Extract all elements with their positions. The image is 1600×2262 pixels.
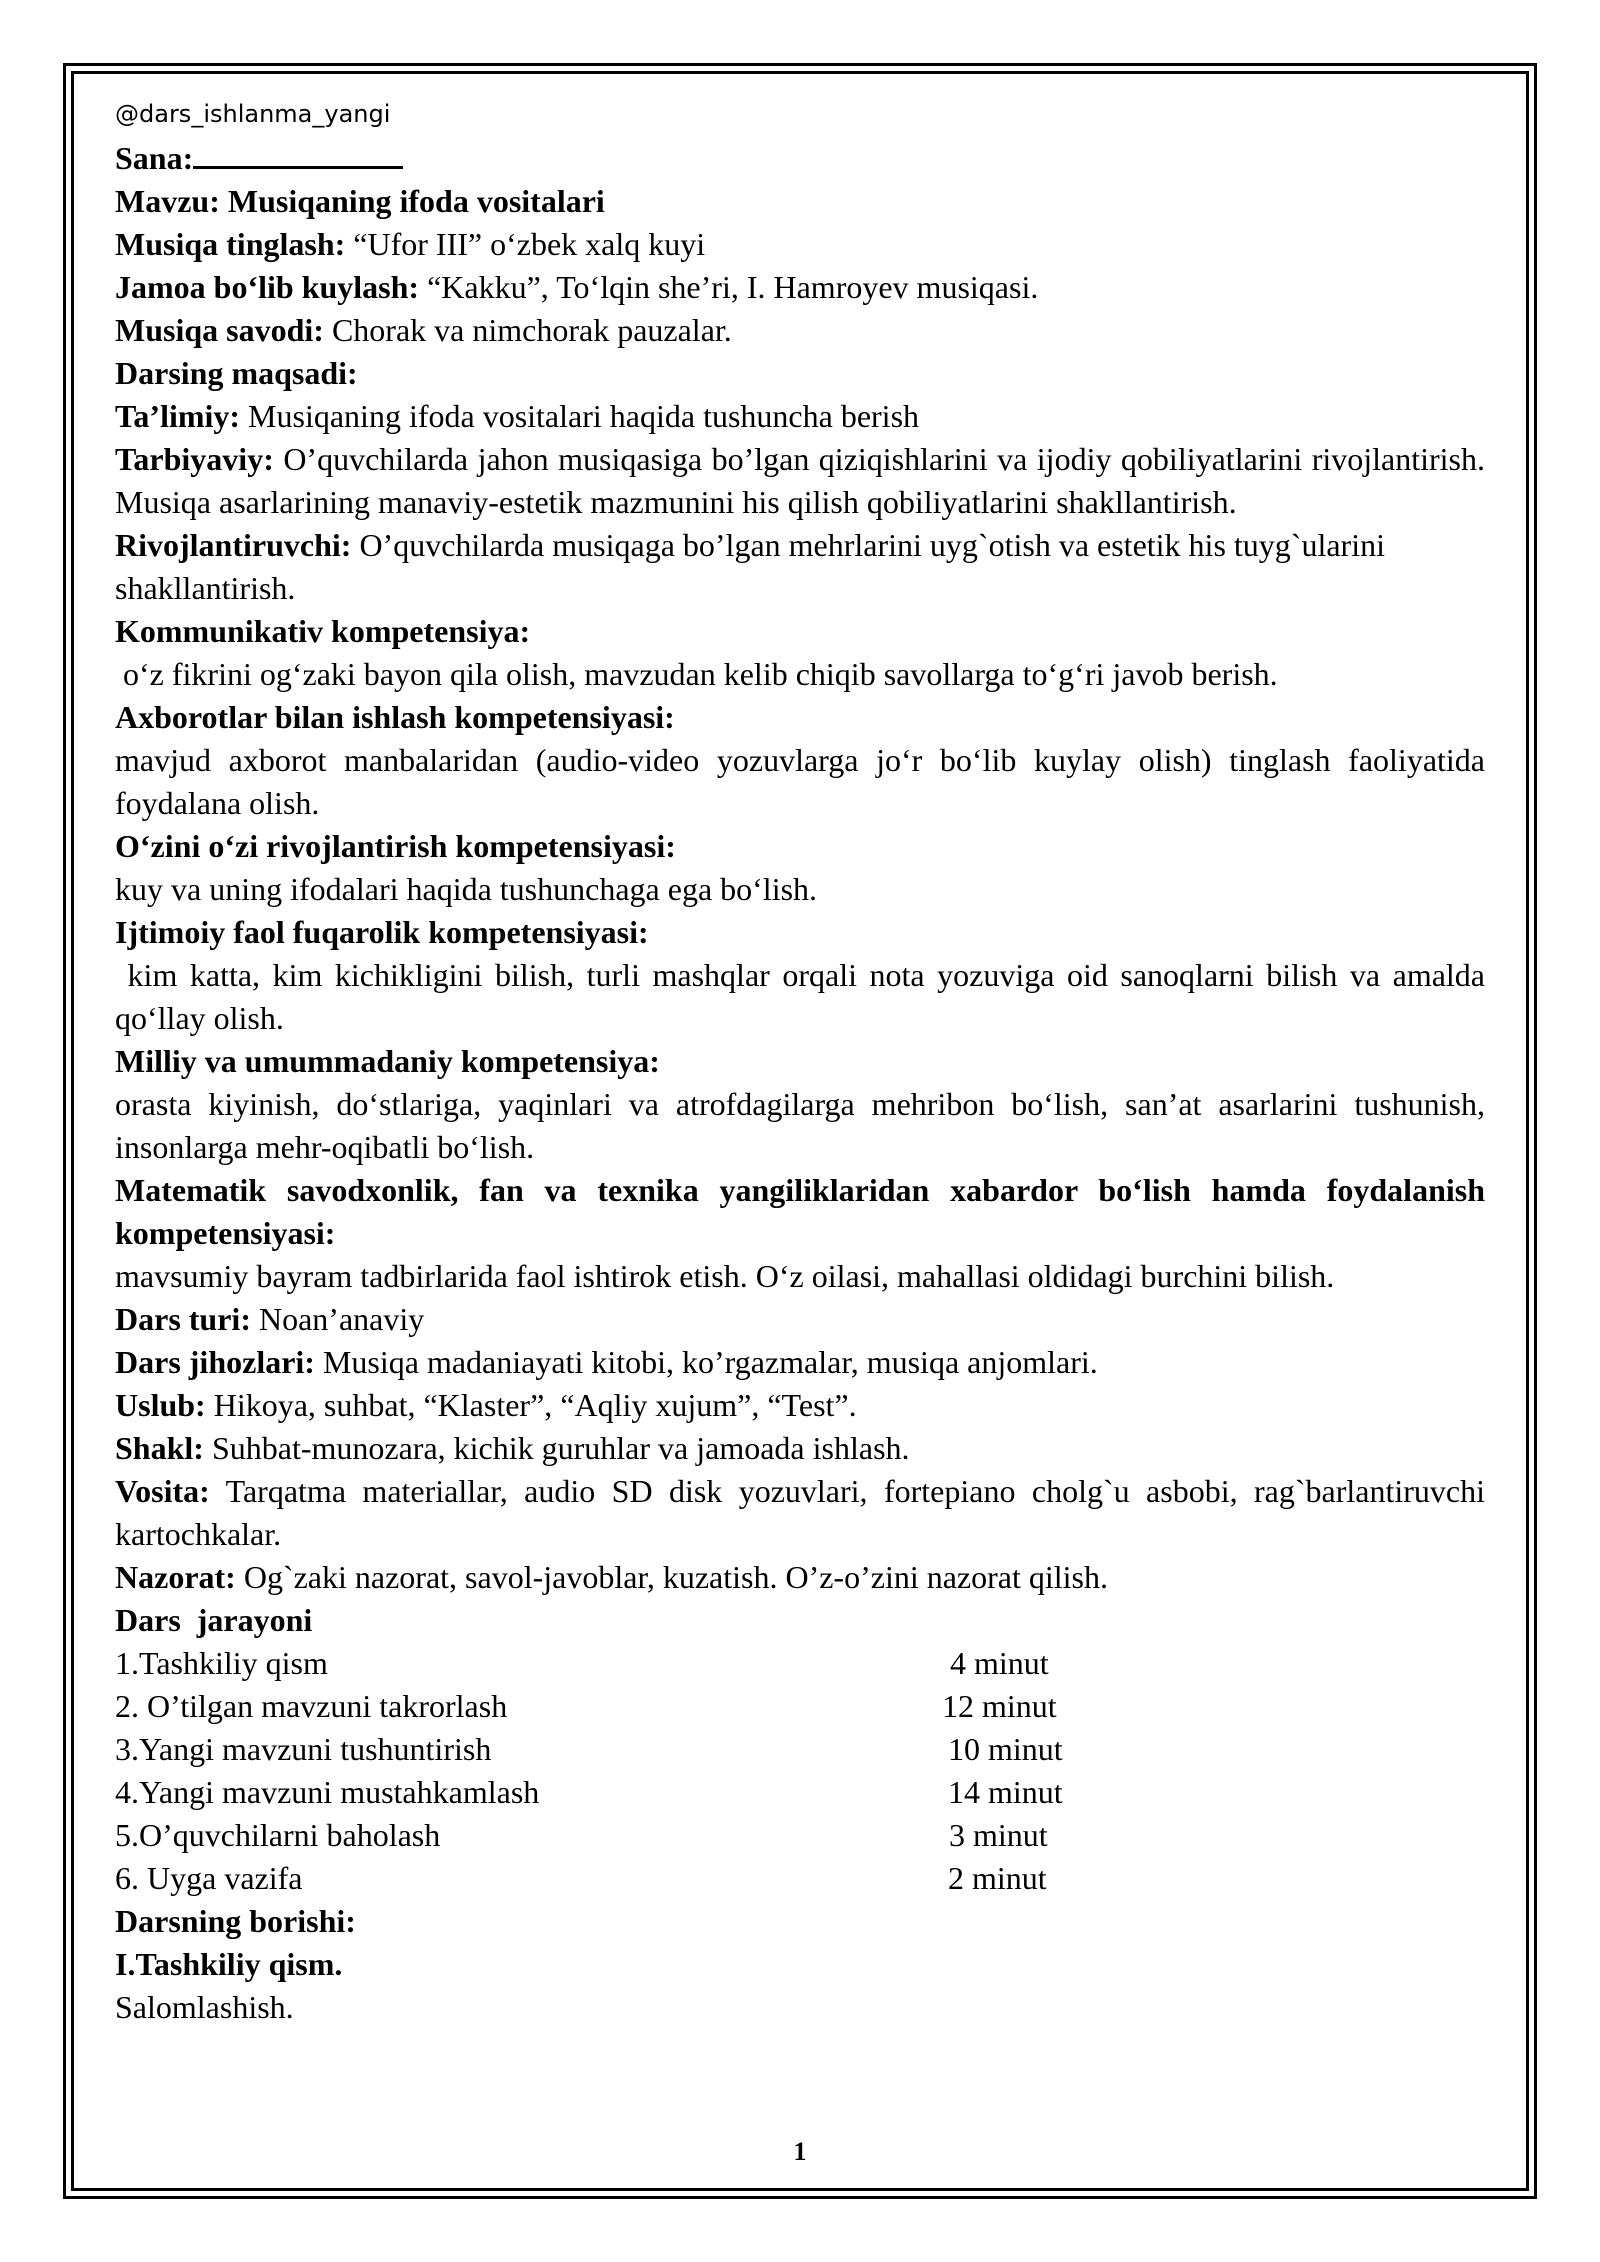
- competency-heading: Matematik savodxonlik, fan va texnika yangiliklaridan xabardor bo‘lish hamda foydalanish kompetensiyasi:: [115, 1172, 1485, 1251]
- topic-line: [115, 180, 1485, 223]
- detail-label: Shakl:: [115, 1430, 204, 1466]
- competency-heading: Ijtimoiy faol fuqarolik kompetensiyasi:: [115, 914, 649, 950]
- competency-text: kim katta, kim kichikligini bilish, turli mashqlar orqali nota yozuviga oid sanoqlarni bilish va amalda qo‘llay olish.: [115, 957, 1494, 1036]
- plan-time: 2 minut: [948, 1860, 1047, 1896]
- choir-line: [115, 266, 1485, 309]
- detail-value: Suhbat-munozara, kichik guruhlar va jamoada ishlash.: [203, 1430, 910, 1466]
- detail-line: [115, 1427, 1485, 1470]
- plan-step: 1.Tashkiliy qism: [115, 1645, 328, 1681]
- plan-step: 6. Uyga vazifa: [115, 1860, 303, 1896]
- channel-handle: @dars_ishlanma_yangi: [115, 100, 391, 128]
- detail-label: Vosita:: [115, 1473, 210, 1509]
- listening-line: [115, 223, 1485, 266]
- plan-step: 5.O’quvchilarni baholash: [115, 1817, 441, 1853]
- topic-label: Mavzu:: [115, 183, 220, 219]
- detail-value: Og`zaki nazorat, savol-javoblar, kuzatish. O’z-o’zini nazorat qilish.: [235, 1559, 1108, 1595]
- competency-heading: Milliy va umummadaniy kompetensiya:: [115, 1043, 660, 1079]
- detail-value: Musiqa madaniayati kitobi, ko’rgazmalar, musiqa anjomlari.: [314, 1344, 1098, 1380]
- plan-step: 2. O’tilgan mavzuni takrorlash: [115, 1688, 508, 1724]
- lesson-plan-body: [115, 93, 1494, 2029]
- progress-text: Salomlashish.: [115, 1989, 294, 2025]
- literacy-label: Musiqa savodi:: [115, 312, 324, 348]
- plan-row: [115, 1814, 1485, 1857]
- detail-label: Uslub:: [115, 1387, 206, 1423]
- goal-educational: [115, 395, 1485, 438]
- progress-heading: Darsning borishi:: [115, 1903, 356, 1939]
- plan-time: 4 minut: [950, 1645, 1049, 1681]
- choir-label: Jamoa bo‘lib kuylash:: [115, 269, 420, 305]
- detail-label: Nazorat:: [115, 1559, 236, 1595]
- goal-developing-value: O’quvchilarda musiqaga bo’lgan mehrlarini uyg`otish va estetik his tuyg`ularini shakllantirish.: [115, 527, 1385, 606]
- plan-step: 4.Yangi mavzuni mustahkamlash: [115, 1774, 540, 1810]
- plan-time: 3 minut: [949, 1817, 1048, 1853]
- listening-label: Musiqa tinglash:: [115, 226, 346, 262]
- competency-text: kuy va uning ifodalari haqida tushunchaga ega bo‘lish.: [115, 871, 818, 907]
- detail-line: [115, 1298, 1485, 1341]
- plan-row: [115, 1771, 1485, 1814]
- progress-section: I.Tashkiliy qism.: [115, 1946, 343, 1982]
- detail-value: Hikoya, suhbat, “Klaster”, “Aqliy xujum”, “Test”.: [205, 1387, 857, 1423]
- goals-heading: Darsing maqsadi:: [115, 355, 358, 391]
- plan-row: [115, 1642, 1485, 1685]
- detail-label: Dars turi:: [115, 1301, 251, 1337]
- goal-upbringing-label: Tarbiyaviy:: [115, 441, 274, 477]
- detail-label: Dars jihozlari:: [115, 1344, 315, 1380]
- date-line: [115, 136, 1485, 180]
- plan-time: 14 minut: [948, 1774, 1063, 1810]
- goal-educational-value: Musiqaning ifoda vositalari haqida tushuncha berish: [248, 398, 920, 434]
- competency-heading: Axborotlar bilan ishlash kompetensiyasi:: [115, 699, 675, 735]
- plan-row: [115, 1857, 1485, 1900]
- plan-row: [115, 1685, 1485, 1728]
- plan-step: 3.Yangi mavzuni tushuntirish: [115, 1731, 492, 1767]
- page-number: 1: [793, 2137, 807, 2166]
- date-label: Sana:: [115, 140, 194, 176]
- topic-value: Musiqaning ifoda vositalari: [227, 183, 605, 219]
- detail-line: [115, 1556, 1485, 1599]
- goal-developing-label: Rivojlantiruvchi:: [115, 527, 352, 563]
- plan-heading: Dars jarayoni: [115, 1602, 313, 1638]
- goal-educational-label: Ta’limiy:: [115, 398, 241, 434]
- goal-upbringing-value: O’quvchilarda jahon musiqasiga bo’lgan qiziqishlarini va ijodiy qobiliyatlarini rivojlantirish. Musiqa asarlarining manaviy-estetik mazmunini his qilish qobiliyatlarini shakllantirish.: [115, 441, 1486, 520]
- detail-line: [115, 1341, 1485, 1384]
- detail-line: [115, 1470, 1485, 1556]
- plan-time: 12 minut: [942, 1688, 1057, 1724]
- plan-time: 10 minut: [948, 1731, 1063, 1767]
- choir-value: “Kakku”, To‘lqin she’ri, I. Hamroyev musiqasi.: [427, 269, 1039, 305]
- competency-text: mavjud axborot manbalaridan (audio-video yozuvlarga jo‘r bo‘lib kuylay olish) tinglash faoliyatida foydalana olish.: [115, 742, 1485, 821]
- detail-line: [115, 1384, 1485, 1427]
- goal-developing: [115, 524, 1485, 610]
- goal-upbringing: [115, 438, 1485, 524]
- competency-text: orasta kiyinish, do‘stlariga, yaqinlari va atrofdagilarga mehribon bo‘lish, san’at asarlarini tushunish, insonlarga mehr-oqibatli bo‘lish.: [115, 1086, 1485, 1165]
- detail-value: Noan’anaviy: [250, 1301, 425, 1337]
- competency-text: mavsumiy bayram tadbirlarida faol ishtirok etish. O‘z oilasi, mahallasi oldidagi burchini bilish.: [115, 1258, 1335, 1294]
- literacy-value: Chorak va nimchorak pauzalar.: [331, 312, 732, 348]
- competency-heading: O‘zini o‘zi rivojlantirish kompetensiyasi:: [115, 828, 676, 864]
- plan-row: [115, 1728, 1485, 1771]
- detail-value: Tarqatma materiallar, audio SD disk yozuvlari, fortepiano cholg`u asbobi, rag`barlantiruvchi kartochkalar.: [115, 1473, 1485, 1552]
- date-blank: [193, 136, 403, 169]
- competency-heading: Kommunikativ kompetensiya:: [115, 613, 531, 649]
- competency-text: o‘z fikrini og‘zaki bayon qila olish, mavzudan kelib chiqib savollarga to‘g‘ri javob berish.: [115, 656, 1278, 692]
- literacy-line: [115, 309, 1485, 352]
- listening-value: “Ufor III” o‘zbek xalq kuyi: [353, 226, 706, 262]
